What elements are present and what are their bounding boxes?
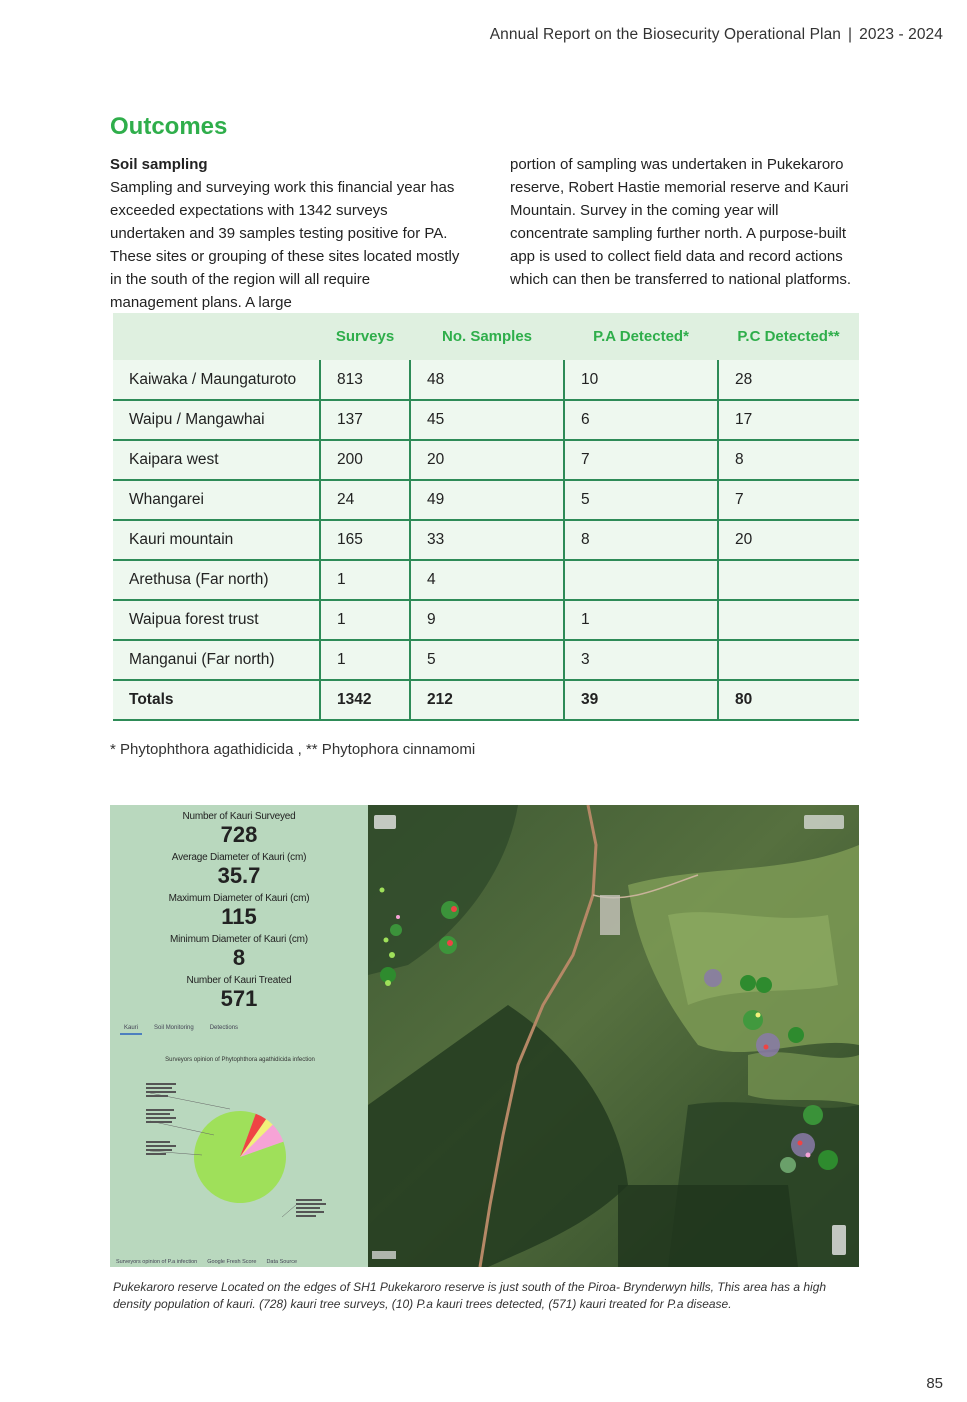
map-toolbar[interactable] (804, 815, 844, 829)
table-row (113, 360, 859, 400)
cell-samples: 5 (410, 640, 564, 680)
stats-panel (110, 805, 368, 1267)
cell-pc: 7 (718, 480, 859, 520)
cell-location: Whangarei (113, 480, 320, 520)
cell-samples: 9 (410, 600, 564, 640)
stat-value-treated: 571 (220, 986, 258, 1011)
stat-label-min-diameter: Minimum Diameter of Kauri (cm) (170, 934, 308, 945)
cell-totals-surveys: 1342 (320, 680, 410, 720)
cell-surveys: 165 (320, 520, 410, 560)
tab-detections[interactable]: Detections (209, 1025, 239, 1031)
tab-soil-monitoring[interactable]: Soil Monitoring (154, 1025, 194, 1031)
cell-totals-samples: 212 (410, 680, 564, 720)
dashboard-figure (110, 805, 859, 1267)
cell-samples: 48 (410, 360, 564, 400)
quarry-area (600, 895, 620, 935)
cell-surveys: 137 (320, 400, 410, 440)
intro-column-1-text: Sampling and surveying work this financial year has exceeded expectations with 1342 surveys undertaken and 39 samples testing positive for PA. These sites or grouping of these sites located mostly in the south of the region will all require management plans. A large (110, 179, 460, 311)
table-totals-row (113, 680, 859, 720)
report-title: Annual Report on the Biosecurity Operational Plan (489, 26, 842, 43)
report-year: 2023 - 2024 (859, 26, 943, 43)
page-number: 85 (926, 1375, 943, 1392)
cell-pc: 28 (718, 360, 859, 400)
cell-samples: 45 (410, 400, 564, 440)
cell-pc (718, 640, 859, 680)
cell-pc: 8 (718, 440, 859, 480)
cell-pa: 10 (564, 360, 718, 400)
cell-location: Kaipara west (113, 440, 320, 480)
table-footnote: * Phytophthora agathidicida , ** Phytophora cinnamomi (110, 741, 476, 758)
header-samples: No. Samples (410, 313, 564, 360)
footer-item-fresh-score[interactable]: Google Fresh Score (207, 1259, 257, 1265)
cell-surveys: 813 (320, 360, 410, 400)
intro-column-1 (110, 153, 460, 314)
cell-pc: 17 (718, 400, 859, 440)
cell-pa: 8 (564, 520, 718, 560)
cell-location: Waipu / Mangawhai (113, 400, 320, 440)
cell-pa (564, 560, 718, 600)
cell-samples: 49 (410, 480, 564, 520)
table-row (113, 400, 859, 440)
cell-pa: 6 (564, 400, 718, 440)
panel-footer (116, 1259, 366, 1265)
dashboard-tabs (120, 1023, 360, 1035)
header-separator: | (848, 26, 853, 43)
cell-pa: 1 (564, 600, 718, 640)
cell-location: Manganui (Far north) (113, 640, 320, 680)
section-title: Outcomes (110, 113, 228, 140)
intro-text (110, 153, 860, 314)
cell-surveys: 1 (320, 560, 410, 600)
subheading: Soil sampling (110, 156, 208, 173)
header-pc-detected: P.C Detected** (718, 313, 859, 360)
footer-item-infection[interactable]: Surveyors opinion of P.a infection (116, 1259, 198, 1265)
table-row (113, 440, 859, 480)
cell-surveys: 200 (320, 440, 410, 480)
cell-location: Waipua forest trust (113, 600, 320, 640)
table-row (113, 480, 859, 520)
satellite-map[interactable] (368, 805, 859, 1267)
cell-totals-label: Totals (113, 680, 320, 720)
stat-label-treated: Number of Kauri Treated (186, 975, 292, 986)
zoom-control[interactable] (374, 815, 396, 829)
cell-totals-pc: 80 (718, 680, 859, 720)
infection-pie-chart (110, 1075, 368, 1245)
cell-surveys: 24 (320, 480, 410, 520)
tab-kauri[interactable]: Kauri (120, 1023, 142, 1035)
table-header-row (113, 313, 859, 360)
cell-pc (718, 560, 859, 600)
map-scale-control[interactable] (832, 1225, 846, 1255)
cell-pa: 7 (564, 440, 718, 480)
table-row (113, 560, 859, 600)
header-pa-detected: P.A Detected* (564, 313, 718, 360)
stat-label-average-diameter: Average Diameter of Kauri (cm) (171, 852, 307, 863)
cell-totals-pa: 39 (564, 680, 718, 720)
figure-caption: Pukekaroro reserve Located on the edges of SH1 Pukekaroro reserve is just south of the Piroa- Brynderwyn hills, This area has a high density population of kauri. (728) kauri tree surveys, (10) P.a kauri trees detected, (571) kauri treated for P.a disease. (113, 1280, 827, 1311)
stat-label-surveyed: Number of Kauri Surveyed (182, 811, 296, 822)
footer-item-data-source[interactable]: Data Source (266, 1259, 298, 1265)
cell-pc (718, 600, 859, 640)
cell-pa: 3 (564, 640, 718, 680)
stat-value-surveyed: 728 (220, 822, 258, 847)
cell-pa: 5 (564, 480, 718, 520)
table-row (113, 520, 859, 560)
cell-location: Kauri mountain (113, 520, 320, 560)
intro-column-2: portion of sampling was undertaken in Pukekaroro reserve, Robert Hastie memorial reserve and Kauri Mountain. Survey in the coming year will concentrate sampling further north. A purpose-built app is used to collect field data and record actions which can then be transferred to national platforms. (510, 156, 852, 288)
stat-value-average-diameter: 35.7 (217, 863, 261, 888)
cell-samples: 4 (410, 560, 564, 600)
pie-title: Surveyors opinion of Phytophthora agathidicida infection (165, 1057, 315, 1063)
stat-value-max-diameter: 115 (221, 904, 257, 929)
header-surveys: Surveys (320, 313, 410, 360)
cell-location: Kaiwaka / Maungaturoto (113, 360, 320, 400)
page-header (490, 26, 943, 44)
stat-value-min-diameter: 8 (232, 945, 246, 970)
stat-label-max-diameter: Maximum Diameter of Kauri (cm) (168, 893, 310, 904)
cell-samples: 33 (410, 520, 564, 560)
cell-surveys: 1 (320, 600, 410, 640)
cell-pc: 20 (718, 520, 859, 560)
header-location (113, 313, 320, 360)
table-row (113, 640, 859, 680)
cell-surveys: 1 (320, 640, 410, 680)
map-scale-bar (372, 1251, 396, 1259)
cell-samples: 20 (410, 440, 564, 480)
table-row (113, 600, 859, 640)
cell-location: Arethusa (Far north) (113, 560, 320, 600)
soil-sampling-table (113, 313, 859, 721)
